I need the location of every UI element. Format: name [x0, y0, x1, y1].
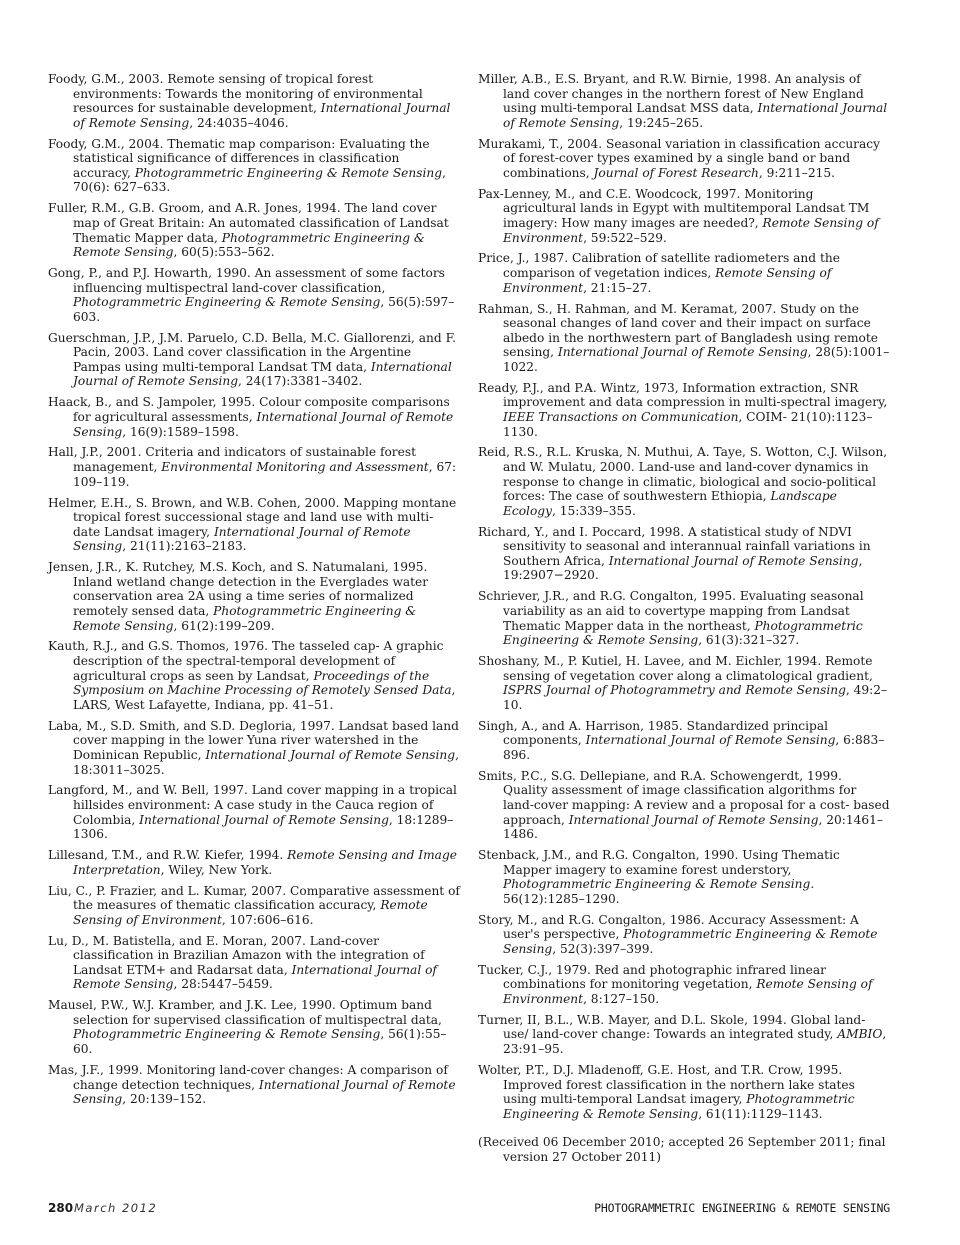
reference-citation: , 24(17):3381–3402. — [238, 374, 363, 389]
reference-text: Liu, C., P. Frazier, and L. Kumar, 2007. Comparative assessment of the measures of thematic classification accuracy, — [48, 883, 460, 913]
reference-text: Miller, A.B., E.S. Bryant, and R.W. Birnie, 1998. An analysis of land cover changes in the northern forest of New England using multi-temporal Landsat MSS data, — [478, 72, 864, 116]
reference-text: Foody, G.M., 2003. Remote sensing of tropical forest environments: Towards the monitoring of environmental resources for sustainable development, — [48, 72, 423, 116]
reference-citation: , 23:91–95. — [503, 1027, 887, 1057]
reference-text: Shoshany, M., P. Kutiel, H. Lavee, and M. Eichler, 1994. Remote sensing of vegetation cover along a climatological gradient, — [478, 654, 873, 683]
reference-entry — [48, 1063, 460, 1107]
reference-citation: , 21(11):2163–2183. — [122, 539, 247, 554]
reference-text: Mausel, P.W., W.J. Kramber, and J.K. Lee, 1990. Optimum band selection for supervised classification of multispectral data, — [48, 998, 442, 1027]
page-number: 280 — [48, 1201, 74, 1215]
reference-entry — [48, 395, 460, 439]
reference-text: Langford, M., and W. Bell, 1997. Land cover mapping in a tropical hillsides environment: A case study in the Cauca region of Colombia, — [48, 783, 457, 827]
reference-entry — [48, 445, 460, 489]
reference-entry — [478, 769, 890, 842]
reference-source: Proceedings of the Symposium on Machine Processing of Remotely Sensed Data — [73, 668, 452, 698]
reference-source: Photogrammetric Engineering & Remote Sensing — [73, 230, 425, 260]
reference-source: Remote Sensing and Image Interpretation — [73, 848, 457, 877]
reference-entry — [48, 201, 460, 259]
reference-entry — [478, 1013, 890, 1057]
reference-source: Photogrammetric Engineering & Remote Sensing — [73, 295, 381, 310]
reference-entry — [478, 381, 890, 439]
reference-citation: , 28(5):1001–1022. — [503, 345, 890, 374]
reference-text: Pax-Lenney, M., and C.E. Woodcock, 1997. Monitoring agricultural lands in Egypt with multitemporal Landsat TM imagery: How many images are needed?, — [478, 186, 870, 230]
reference-entry — [48, 783, 460, 841]
reference-text: Lu, D., M. Batistella, and E. Moran, 2007. Land-cover classification in Brazilian Amazon with the integration of Landsat ETM+ and Radarsat data, — [48, 933, 425, 977]
reference-entry — [478, 251, 890, 295]
reference-entry — [48, 848, 460, 877]
reference-citation: , LARS, West Lafayette, Indiana, pp. 41–51. — [73, 683, 456, 712]
reference-text: Smits, P.C., S.G. Dellepiane, and R.A. Schowengerdt, 1999. Quality assessment of image classification algorithms for land-cover mapping: A review and a proposal for a cost- based approach, — [478, 768, 890, 827]
reference-entry — [478, 719, 890, 763]
reference-source: International Journal of Remote Sensing — [73, 359, 452, 389]
reference-source: Landscape Ecology — [503, 489, 837, 518]
journal-name: PHOTOGRAMMETRIC ENGINEERING & REMOTE SENSING — [594, 1201, 890, 1215]
reference-text: Story, M., and R.G. Congalton, 1986. Accuracy Assessment: A user's perspective, — [478, 912, 859, 942]
reference-citation: , 20:139–152. — [122, 1092, 207, 1107]
reference-citation: , 9:211–215. — [758, 165, 835, 180]
reference-text: Mas, J.F., 1999. Monitoring land-cover changes: A comparison of change detection techniques, — [48, 1062, 448, 1092]
reference-text: Kauth, R.J., and G.S. Thomos, 1976. The tasseled cap- A graphic description of the spectral-temporal development of agricultural crops as seen by Landsat, — [48, 639, 444, 683]
reference-source: IEEE Transactions on Communication — [503, 409, 739, 424]
reference-citation: , 59:522–529. — [583, 230, 667, 245]
page-footer — [48, 1199, 890, 1219]
reference-source: Photogrammetric Engineering & Remote Sensing — [73, 1027, 381, 1042]
reference-entry — [478, 913, 890, 957]
reference-source: International Journal of Remote Sensing — [557, 345, 808, 360]
reference-source: Remote Sensing of Environment — [73, 898, 428, 927]
reference-entry — [48, 884, 460, 928]
reference-source: Remote Sensing of Environment — [503, 266, 832, 295]
reference-citation: , 18:3011–3025. — [73, 747, 459, 777]
reference-citation: , 107:606–616. — [221, 912, 314, 927]
reference-citation: , 61(11):1129–1143. — [698, 1106, 823, 1121]
reference-entry — [48, 719, 460, 777]
reference-entry — [48, 934, 460, 992]
reference-citation: , Wiley, New York. — [160, 862, 273, 877]
reference-text: Stenback, J.M., and R.G. Congalton, 1990. Using Thematic Mapper imagery to examine forest understory, — [478, 848, 840, 877]
reference-citation: , 70(6): 627–633. — [73, 165, 446, 195]
reference-entry — [478, 963, 890, 1007]
reference-text: Reid, R.S., R.L. Kruska, N. Muthui, A. Taye, S. Wotton, C.J. Wilson, and W. Mulatu, 2000. Land-use and land-cover dynamics in response to change in climatic, biological and socio-political forces: The case of southwestern Ethiopia, — [478, 445, 888, 504]
reference-citation: , 18:1289–1306. — [73, 812, 454, 842]
reference-citation: , 19:245–265. — [619, 115, 704, 130]
reference-entry — [48, 998, 460, 1056]
reference-citation: , 60(5):553–562. — [173, 245, 275, 260]
reference-citation: , 8:127–150. — [583, 992, 660, 1006]
reference-entry — [478, 589, 890, 647]
reference-text: Laba, M., S.D. Smith, and S.D. Degloria, 1997. Landsat based land cover mapping in the lower Yuna river watershed in the Dominican Republic, — [48, 718, 459, 762]
reference-source: Journal of Forest Research — [593, 165, 759, 180]
reference-citation: , 19:2907−2920. — [503, 553, 863, 583]
reference-source: Photogrammetric Engineering & Remote Sensing — [503, 618, 863, 648]
reference-citation: , 6:883–896. — [503, 733, 885, 762]
reference-text: Jensen, J.R., K. Rutchey, M.S. Koch, and S. Natumalani, 1995. Inland wetland change detection in the Everglades water conservation area 2A using a time series of normalized remotely sensed data, — [48, 560, 429, 618]
references-right-column — [478, 72, 890, 1171]
reference-citation: , 52(3):397–399. — [552, 941, 654, 956]
reference-citation: , COIM- 21(10):1123–1130. — [503, 409, 873, 439]
reference-text: Haack, B., and S. Jampoler, 1995. Colour composite comparisons for agricultural assessments, — [48, 395, 450, 424]
reference-text: Turner, II, B.L., W.B. Mayer, and D.L. Skole, 1994. Global land-use/ land-cover change: Towards an integrated study, — [478, 1012, 866, 1042]
reference-citation: , 56(5):597–603. — [73, 295, 455, 324]
reference-citation: , 61(2):199–209. — [173, 618, 275, 633]
issue-date: March 2012 — [74, 1201, 158, 1215]
reference-text: Price, J., 1987. Calibration of satellite radiometers and the comparison of vegetation indices, — [478, 251, 840, 281]
reference-source: Photogrammetric Engineering & Remote Sensing — [134, 165, 443, 180]
reference-text: Fuller, R.M., G.B. Groom, and A.R. Jones, 1994. The land cover map of Great Britain: An automated classification of Landsat Thematic Mapper data, — [48, 201, 449, 245]
reference-entry — [478, 654, 890, 712]
reference-source: International Journal of Remote Sensing — [73, 101, 451, 130]
reference-entry — [478, 137, 890, 181]
reference-entry — [48, 137, 460, 195]
reference-citation: , 24:4035–4046. — [189, 115, 289, 130]
reference-text: Lillesand, T.M., and R.W. Kiefer, 1994. — [48, 848, 288, 863]
reference-source: International Journal of Remote Sensing — [73, 1077, 456, 1107]
reference-entry — [478, 72, 890, 130]
reference-source: AMBIO — [837, 1027, 883, 1042]
reference-source: International Journal of Remote Sensing — [205, 747, 456, 762]
reference-source: International Journal of Remote Sensing — [73, 409, 454, 439]
reference-citation: . 56(12):1285–1290. — [503, 877, 815, 906]
reference-entry — [48, 266, 460, 324]
reference-text: Murakami, T., 2004. Seasonal variation in classification accuracy of forest-cover types examined by a single band or band combinations, — [478, 136, 880, 180]
reference-text: Guerschman, J.P., J.M. Paruelo, C.D. Bella, M.C. Giallorenzi, and F. Pacin, 2003. Land cover classification in the Argentine Pampas using multi-temporal Landsat TM data, — [48, 330, 456, 374]
reference-citation: , 28:5447–5459. — [173, 977, 273, 992]
reference-citation: , 49:2–10. — [503, 683, 888, 712]
reference-entry — [48, 496, 460, 554]
reference-source: ISPRS Journal of Photogrammetry and Remote Sensing — [503, 683, 846, 698]
reference-entry — [478, 302, 890, 375]
reference-source: International Journal of Remote Sensing — [585, 733, 836, 748]
reference-text: Tucker, C.J., 1979. Red and photographic infrared linear combinations for monitoring vegetation, — [478, 962, 826, 992]
reference-source: Environmental Monitoring and Assessment — [161, 460, 429, 475]
reference-citation: , 61(3):321–327. — [698, 633, 800, 648]
reference-text: Gong, P., and P.J. Howarth, 1990. An assessment of some factors influencing multispectral land-cover classification, — [48, 266, 445, 295]
reference-text: Rahman, S., H. Rahman, and M. Keramat, 2007. Study on the seasonal changes of land cover and their impact on surface albedo in the northwestern part of Bangladesh using remote sensing, — [478, 301, 878, 360]
reference-source: International Journal of Remote Sensing — [608, 553, 859, 568]
reference-source: International Journal of Remote Sensing — [503, 101, 888, 130]
reference-citation: , 56(1):55–60. — [73, 1027, 447, 1057]
reference-citation: , 15:339–355. — [551, 503, 636, 518]
received-note: (Received 06 December 2010; accepted 26 September 2011; final version 27 October 2011) — [478, 1135, 886, 1164]
reference-entry — [478, 187, 890, 245]
reference-source: Photogrammetric Engineering & Remote Sensing — [503, 927, 878, 956]
reference-source: Photogrammetric Engineering & Remote Sensing — [503, 877, 811, 892]
reference-entry — [478, 445, 890, 518]
reference-source: Photogrammetric Engineering & Remote Sensing — [503, 1092, 855, 1121]
reference-source: International Journal of Remote Sensing — [139, 812, 389, 827]
reference-entry — [48, 331, 460, 389]
reference-text: Foody, G.M., 2004. Thematic map comparison: Evaluating the statistical significance of differences in classification accuracy, — [48, 136, 430, 180]
reference-source: Photogrammetric Engineering & Remote Sensing — [73, 603, 417, 633]
reference-source: International Journal of Remote Sensing — [73, 524, 411, 554]
reference-entry — [478, 1063, 890, 1121]
reference-text: Ready, P.J., and P.A. Wintz, 1973, Information extraction, SNR improvement and data compression in multi-spectral imagery, — [478, 380, 888, 410]
reference-text: Schriever, J.R., and R.G. Congalton, 1995. Evaluating seasonal variability as an aid to covertype mapping from Landsat Thematic Mapper data in the northeast, — [478, 589, 864, 633]
reference-source: Remote Sensing of Environment — [503, 215, 879, 245]
reference-source: Remote Sensing of Environment — [503, 977, 873, 1006]
reference-entry — [48, 72, 460, 130]
reference-citation: , 67: 109–119. — [73, 460, 457, 489]
reference-entry — [48, 639, 460, 712]
reference-entry — [478, 848, 890, 906]
reference-citation: , 21:15–27. — [583, 280, 652, 295]
reference-text: Singh, A., and A. Harrison, 1985. Standardized principal components, — [478, 718, 828, 748]
reference-citation: , 20:1461–1486. — [503, 812, 883, 842]
reference-text: Helmer, E.H., S. Brown, and W.B. Cohen, 2000. Mapping montane tropical forest successional stage and land use with multi-date Landsat imagery, — [48, 495, 457, 539]
reference-source: International Journal of Remote Sensing — [568, 812, 819, 827]
reference-text: Richard, Y., and I. Poccard, 1998. A statistical study of NDVI sensitivity to seasonal and interannual rainfall variations in Southern Africa, — [478, 524, 871, 568]
references-left-column — [48, 72, 460, 1113]
reference-entry — [48, 560, 460, 633]
reference-text: Hall, J.P., 2001. Criteria and indicators of sustainable forest management, — [48, 445, 416, 475]
reference-entry — [478, 525, 890, 583]
reference-source: International Journal of Remote Sensing — [73, 962, 437, 992]
reference-citation: , 16(9):1589–1598. — [122, 424, 239, 439]
reference-text: Wolter, P.T., D.J. Mladenoff, G.E. Host, and T.R. Crow, 1995. Improved forest classification in the northern lake states using multi-temporal Landsat imagery, — [478, 1062, 855, 1107]
